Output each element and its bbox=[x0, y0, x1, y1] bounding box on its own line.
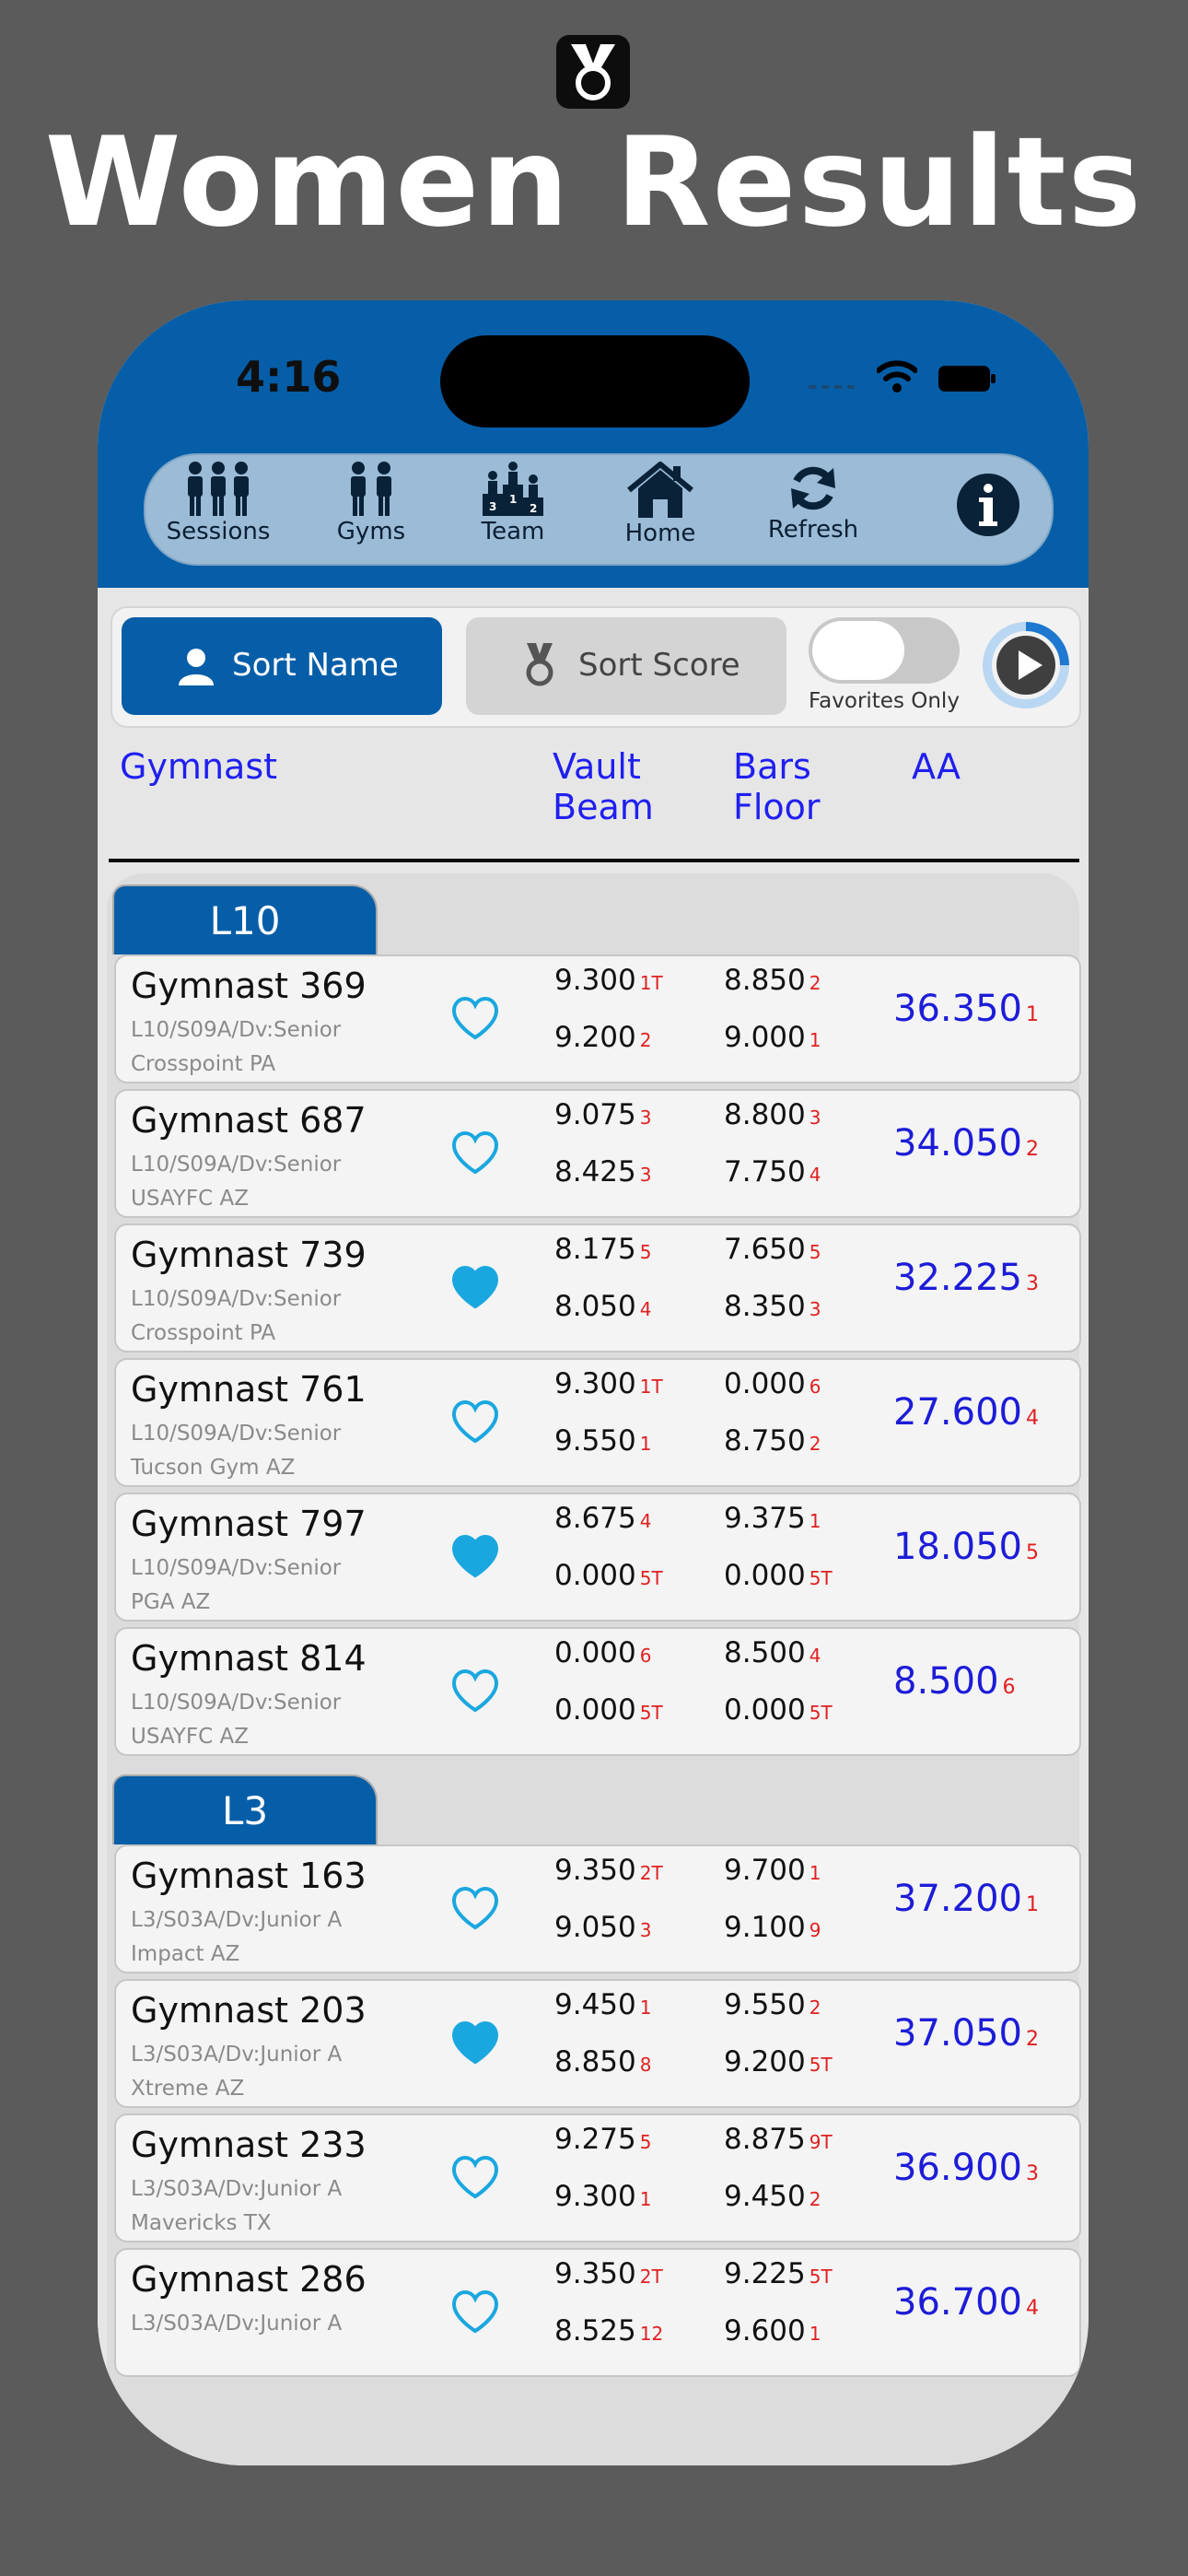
toolbar bbox=[144, 453, 1054, 566]
gymnast-row[interactable] bbox=[114, 954, 1081, 1083]
aa-value: 36.350 bbox=[893, 988, 1022, 1030]
floor-value: 7.750 bbox=[724, 1155, 806, 1188]
favorites-label: Favorites Only bbox=[809, 689, 960, 713]
bars-value: 8.875 bbox=[724, 2123, 806, 2156]
vault-value: 9.275 bbox=[554, 2123, 636, 2156]
beam-score bbox=[554, 1693, 663, 1727]
favorite-heart-icon[interactable] bbox=[451, 1669, 499, 1714]
floor-score bbox=[724, 1693, 833, 1727]
col-header-vault: Vault bbox=[553, 746, 641, 787]
floor-rank: 4 bbox=[809, 1164, 821, 1186]
favorite-heart-icon[interactable] bbox=[451, 1266, 499, 1310]
aa-score bbox=[893, 2281, 1039, 2324]
home-button[interactable] bbox=[600, 461, 720, 562]
bars-rank: 9T bbox=[809, 2131, 833, 2153]
team-podium-icon bbox=[479, 461, 547, 518]
floor-score bbox=[724, 1021, 821, 1054]
svg-text:2: 2 bbox=[530, 502, 538, 515]
gymnast-row[interactable] bbox=[114, 1224, 1081, 1352]
vault-value: 9.075 bbox=[554, 1098, 636, 1131]
favorite-heart-icon[interactable] bbox=[451, 997, 499, 1041]
vault-score bbox=[554, 1098, 651, 1131]
floor-rank: 1 bbox=[809, 2323, 821, 2345]
medal-icon bbox=[523, 641, 556, 689]
gymnast-details bbox=[131, 1148, 341, 1216]
aa-score bbox=[893, 2147, 1039, 2189]
vault-rank: 1T bbox=[639, 1376, 663, 1398]
info-button[interactable] bbox=[928, 472, 1048, 573]
gymnast-row[interactable] bbox=[114, 2248, 1081, 2377]
beam-rank: 3 bbox=[639, 1164, 652, 1186]
aa-rank: 1 bbox=[1025, 1003, 1039, 1026]
bars-rank: 4 bbox=[809, 1645, 821, 1667]
bars-value: 8.850 bbox=[724, 964, 806, 997]
gymnast-division: L10/S09A/Dv:Senior bbox=[131, 1018, 342, 1042]
toolbar-label-team: Team bbox=[481, 518, 545, 545]
floor-score bbox=[724, 1559, 833, 1592]
gymnast-division: L3/S03A/Dv:Junior A bbox=[131, 1908, 343, 1932]
aa-value: 36.700 bbox=[893, 2281, 1022, 2324]
beam-rank: 3 bbox=[639, 1919, 652, 1941]
gymnast-details bbox=[131, 2307, 342, 2341]
beam-value: 0.000 bbox=[554, 1693, 636, 1727]
gymnast-details bbox=[131, 1903, 342, 1972]
col-header-gymnast: Gymnast bbox=[120, 746, 278, 787]
vault-rank: 4 bbox=[639, 1510, 652, 1532]
aa-score bbox=[893, 1391, 1039, 1434]
beam-rank: 8 bbox=[639, 2054, 652, 2076]
dynamic-island bbox=[440, 335, 750, 427]
aa-score bbox=[893, 1526, 1039, 1568]
gymnast-name: Gymnast 687 bbox=[131, 1100, 367, 1141]
vault-score bbox=[554, 1854, 663, 1887]
gymnast-gym: Mavericks TX bbox=[131, 2211, 272, 2235]
vault-score bbox=[554, 1233, 651, 1266]
toolbar-label-sessions: Sessions bbox=[166, 518, 271, 545]
beam-score bbox=[554, 1559, 663, 1592]
gymnast-gym: Crosspoint PA bbox=[131, 1052, 276, 1076]
gymnast-details bbox=[131, 1686, 341, 1754]
beam-rank: 2 bbox=[639, 1029, 652, 1051]
gymnast-division: L10/S09A/Dv:Senior bbox=[131, 1556, 342, 1580]
col-header-bars: Bars bbox=[733, 746, 811, 787]
bars-score bbox=[724, 1502, 821, 1535]
toolbar-label-home: Home bbox=[624, 520, 696, 547]
floor-score bbox=[724, 1911, 821, 1944]
aa-value: 32.225 bbox=[893, 1257, 1022, 1299]
floor-rank: 5T bbox=[809, 1567, 833, 1589]
bars-rank: 1 bbox=[809, 1862, 821, 1884]
gyms-icon bbox=[344, 461, 399, 518]
floor-rank: 2 bbox=[809, 1433, 821, 1455]
aa-rank: 3 bbox=[1025, 1272, 1039, 1295]
gymnast-division: L3/S03A/Dv:Junior A bbox=[131, 2043, 343, 2067]
aa-rank: 5 bbox=[1025, 1541, 1039, 1564]
bars-score bbox=[724, 964, 821, 997]
beam-score bbox=[554, 2180, 651, 2213]
vault-score bbox=[554, 2123, 651, 2156]
aa-rank: 4 bbox=[1025, 1407, 1039, 1430]
favorites-toggle[interactable] bbox=[809, 617, 960, 684]
beam-rank: 1 bbox=[639, 1433, 652, 1455]
aa-rank: 1 bbox=[1025, 1893, 1039, 1916]
floor-value: 9.600 bbox=[724, 2314, 806, 2348]
gymnast-name: Gymnast 739 bbox=[131, 1235, 367, 1275]
aa-rank: 2 bbox=[1025, 2028, 1039, 2051]
phone-frame bbox=[98, 300, 1089, 2465]
bars-value: 9.700 bbox=[724, 1854, 806, 1887]
medal-app-icon bbox=[556, 35, 630, 109]
aa-value: 37.050 bbox=[893, 2012, 1022, 2055]
group-tab-l10: L10 bbox=[112, 884, 378, 954]
gymnast-name: Gymnast 761 bbox=[131, 1369, 367, 1410]
floor-value: 9.450 bbox=[724, 2180, 806, 2213]
bars-rank: 5 bbox=[809, 1241, 821, 1263]
floor-rank: 5T bbox=[809, 1702, 833, 1724]
bars-value: 0.000 bbox=[724, 1367, 806, 1400]
aa-score bbox=[893, 2012, 1039, 2055]
gymnast-gym: Impact AZ bbox=[131, 1942, 240, 1966]
vault-rank: 3 bbox=[639, 1107, 652, 1129]
floor-value: 8.350 bbox=[724, 1290, 806, 1323]
gymnast-name: Gymnast 163 bbox=[131, 1856, 367, 1896]
sessions-icon bbox=[184, 461, 252, 518]
beam-value: 8.050 bbox=[554, 1290, 636, 1323]
beam-value: 9.300 bbox=[554, 2180, 636, 2213]
gymnast-name: Gymnast 233 bbox=[131, 2125, 367, 2165]
gymnast-row[interactable] bbox=[114, 1979, 1081, 2108]
gymnast-row[interactable] bbox=[114, 1358, 1081, 1487]
vault-rank: 2T bbox=[639, 2266, 663, 2288]
vault-score bbox=[554, 2257, 663, 2290]
gymnast-row[interactable] bbox=[114, 1089, 1081, 1218]
favorite-heart-icon[interactable] bbox=[451, 1400, 499, 1445]
beam-rank: 5T bbox=[639, 1567, 663, 1589]
beam-score bbox=[554, 1424, 651, 1458]
beam-score bbox=[554, 2045, 651, 2078]
aa-value: 36.900 bbox=[893, 2147, 1022, 2189]
gymnast-name: Gymnast 369 bbox=[131, 966, 367, 1006]
results-content bbox=[98, 588, 1089, 2465]
vault-value: 9.300 bbox=[554, 1367, 636, 1400]
favorite-heart-icon[interactable] bbox=[451, 2290, 499, 2335]
aa-value: 34.050 bbox=[893, 1122, 1022, 1165]
beam-rank: 12 bbox=[639, 2323, 664, 2345]
beam-rank: 1 bbox=[639, 2188, 652, 2210]
aa-value: 37.200 bbox=[893, 1878, 1022, 1920]
vault-score bbox=[554, 1367, 663, 1400]
bars-rank: 6 bbox=[809, 1376, 821, 1398]
beam-value: 8.850 bbox=[554, 2045, 636, 2078]
bars-rank: 3 bbox=[809, 1107, 821, 1129]
floor-rank: 5T bbox=[809, 2054, 833, 2076]
beam-score bbox=[554, 1290, 651, 1323]
aa-value: 27.600 bbox=[893, 1391, 1022, 1434]
group-tab-l3: L3 bbox=[112, 1774, 378, 1844]
gymnast-division: L10/S09A/Dv:Senior bbox=[131, 1153, 342, 1177]
vault-rank: 1T bbox=[639, 972, 663, 994]
beam-value: 9.050 bbox=[554, 1911, 636, 1944]
page-title: Women Results bbox=[44, 111, 1144, 254]
vault-value: 9.350 bbox=[554, 1854, 636, 1887]
aa-value: 8.500 bbox=[893, 1660, 999, 1703]
floor-value: 9.100 bbox=[724, 1911, 806, 1944]
floor-value: 8.750 bbox=[724, 1424, 806, 1458]
aa-score bbox=[893, 1660, 1016, 1703]
col-header-beam: Beam bbox=[553, 787, 654, 827]
sort-name-label: Sort Name bbox=[232, 647, 399, 684]
floor-value: 9.000 bbox=[724, 1021, 806, 1054]
floor-score bbox=[724, 2314, 821, 2348]
vault-rank: 5 bbox=[639, 2131, 652, 2153]
floor-score bbox=[724, 1424, 821, 1458]
floor-score bbox=[724, 1155, 821, 1188]
gymnast-gym: Tucson Gym AZ bbox=[131, 1456, 296, 1480]
beam-value: 8.425 bbox=[554, 1155, 636, 1188]
bars-rank: 5T bbox=[809, 2266, 833, 2288]
beam-score bbox=[554, 1155, 651, 1188]
vault-value: 9.300 bbox=[554, 964, 636, 997]
floor-score bbox=[724, 1290, 821, 1323]
gymnast-row[interactable] bbox=[114, 2113, 1081, 2242]
bars-score bbox=[724, 1854, 821, 1887]
vault-score bbox=[554, 964, 663, 997]
col-header-aa: AA bbox=[912, 746, 961, 787]
gymnast-gym: Xtreme AZ bbox=[131, 2077, 245, 2101]
bars-value: 9.550 bbox=[724, 1988, 806, 2021]
gymnast-row[interactable] bbox=[114, 1493, 1081, 1622]
vault-score bbox=[554, 1988, 651, 2021]
bars-score bbox=[724, 1233, 821, 1266]
vault-value: 8.675 bbox=[554, 1502, 636, 1535]
gymnast-gym: USAYFC AZ bbox=[131, 1187, 249, 1211]
bars-value: 9.225 bbox=[724, 2257, 806, 2290]
floor-rank: 2 bbox=[809, 2188, 821, 2210]
gyms-button[interactable] bbox=[311, 461, 431, 562]
signal-dots-icon bbox=[809, 385, 858, 389]
floor-score bbox=[724, 2180, 821, 2213]
gymnast-name: Gymnast 814 bbox=[131, 1638, 367, 1679]
beam-value: 0.000 bbox=[554, 1559, 636, 1592]
sessions-button[interactable] bbox=[158, 461, 278, 562]
aa-score bbox=[893, 1122, 1039, 1165]
aa-rank: 3 bbox=[1025, 2162, 1039, 2185]
gymnast-details bbox=[131, 1551, 341, 1620]
bars-value: 8.500 bbox=[724, 1636, 806, 1669]
bars-value: 9.375 bbox=[724, 1502, 806, 1535]
gymnast-division: L3/S03A/Dv:Junior A bbox=[131, 2312, 343, 2336]
refresh-icon bbox=[786, 461, 841, 516]
floor-value: 0.000 bbox=[724, 1693, 806, 1727]
gymnast-gym: PGA AZ bbox=[131, 1590, 211, 1614]
beam-value: 9.200 bbox=[554, 1021, 636, 1054]
person-icon bbox=[177, 647, 215, 685]
wifi-icon bbox=[877, 357, 917, 394]
sort-control-bar bbox=[111, 606, 1081, 728]
sort-score-label: Sort Score bbox=[578, 647, 740, 684]
floor-rank: 1 bbox=[809, 1029, 821, 1051]
favorite-heart-icon[interactable] bbox=[451, 1535, 499, 1579]
gymnast-details bbox=[131, 1417, 341, 1485]
floor-rank: 9 bbox=[809, 1919, 821, 1941]
beam-value: 8.525 bbox=[554, 2314, 636, 2348]
gymnast-name: Gymnast 286 bbox=[131, 2259, 367, 2300]
floor-value: 9.200 bbox=[724, 2045, 806, 2078]
home-icon bbox=[625, 461, 695, 520]
status-time: 4:16 bbox=[236, 352, 342, 402]
info-icon bbox=[955, 472, 1021, 538]
bars-score bbox=[724, 1367, 821, 1400]
sort-name-button[interactable] bbox=[122, 617, 442, 715]
gymnast-gym: Crosspoint PA bbox=[131, 1321, 276, 1345]
team-button[interactable] bbox=[453, 461, 573, 562]
beam-rank: 5T bbox=[639, 1702, 663, 1724]
bars-score bbox=[724, 1098, 821, 1131]
gymnast-division: L10/S09A/Dv:Senior bbox=[131, 1287, 342, 1311]
gymnast-details bbox=[131, 1013, 341, 1082]
play-button[interactable] bbox=[982, 621, 1070, 709]
svg-text:3: 3 bbox=[489, 500, 497, 513]
gymnast-division: L10/S09A/Dv:Senior bbox=[131, 1422, 342, 1446]
vault-rank: 5 bbox=[639, 1241, 652, 1263]
toggle-knob bbox=[812, 621, 904, 680]
bars-rank: 2 bbox=[809, 1996, 821, 2019]
vault-rank: 1 bbox=[639, 1996, 652, 2019]
aa-rank: 4 bbox=[1025, 2297, 1039, 2320]
gymnast-gym: USAYFC AZ bbox=[131, 1725, 249, 1749]
vault-score bbox=[554, 1636, 651, 1669]
favorite-heart-icon[interactable] bbox=[451, 1131, 499, 1176]
vault-value: 8.175 bbox=[554, 1233, 636, 1266]
favorite-heart-icon[interactable] bbox=[451, 2021, 499, 2066]
refresh-button[interactable] bbox=[753, 461, 873, 562]
floor-score bbox=[724, 2045, 833, 2078]
aa-value: 18.050 bbox=[893, 1526, 1022, 1568]
gymnast-row[interactable] bbox=[114, 1627, 1081, 1756]
battery-icon bbox=[938, 365, 996, 392]
sort-score-button[interactable] bbox=[466, 617, 786, 715]
bars-rank: 1 bbox=[809, 1510, 821, 1532]
aa-score bbox=[893, 988, 1039, 1030]
toolbar-label-gyms: Gyms bbox=[336, 518, 406, 545]
svg-text:1: 1 bbox=[509, 493, 518, 506]
bars-rank: 2 bbox=[809, 972, 821, 994]
vault-value: 9.350 bbox=[554, 2257, 636, 2290]
favorite-heart-icon[interactable] bbox=[451, 1887, 499, 1931]
toolbar-label-refresh: Refresh bbox=[767, 516, 859, 544]
vault-value: 0.000 bbox=[554, 1636, 636, 1669]
gymnast-division: L3/S03A/Dv:Junior A bbox=[131, 2177, 343, 2201]
gymnast-details bbox=[131, 1282, 341, 1351]
beam-score bbox=[554, 1911, 651, 1944]
gymnast-division: L10/S09A/Dv:Senior bbox=[131, 1691, 342, 1715]
gymnast-name: Gymnast 203 bbox=[131, 1990, 367, 2031]
aa-rank: 6 bbox=[1002, 1676, 1016, 1699]
bars-score bbox=[724, 1636, 821, 1669]
gymnast-details bbox=[131, 2172, 342, 2241]
beam-score bbox=[554, 1021, 651, 1054]
aa-score bbox=[893, 1878, 1039, 1920]
vault-score bbox=[554, 1502, 651, 1535]
beam-value: 9.550 bbox=[554, 1424, 636, 1458]
header-divider bbox=[109, 859, 1079, 862]
floor-rank: 3 bbox=[809, 1298, 821, 1320]
gymnast-name: Gymnast 797 bbox=[131, 1504, 367, 1544]
aa-rank: 2 bbox=[1025, 1138, 1039, 1161]
bars-score bbox=[724, 1988, 821, 2021]
gymnast-row[interactable] bbox=[114, 1844, 1081, 1973]
beam-score bbox=[554, 2314, 663, 2348]
beam-rank: 4 bbox=[639, 1298, 652, 1320]
aa-score bbox=[893, 1257, 1039, 1299]
vault-value: 9.450 bbox=[554, 1988, 636, 2021]
bars-score bbox=[724, 2257, 833, 2290]
bars-value: 8.800 bbox=[724, 1098, 806, 1131]
vault-rank: 2T bbox=[639, 1862, 663, 1884]
bars-value: 7.650 bbox=[724, 1233, 806, 1266]
col-header-floor: Floor bbox=[733, 787, 821, 827]
bars-score bbox=[724, 2123, 833, 2156]
vault-rank: 6 bbox=[639, 1645, 652, 1667]
app-header bbox=[98, 300, 1089, 588]
gymnast-details bbox=[131, 2038, 342, 2106]
floor-value: 0.000 bbox=[724, 1559, 806, 1592]
favorite-heart-icon[interactable] bbox=[451, 2156, 499, 2200]
